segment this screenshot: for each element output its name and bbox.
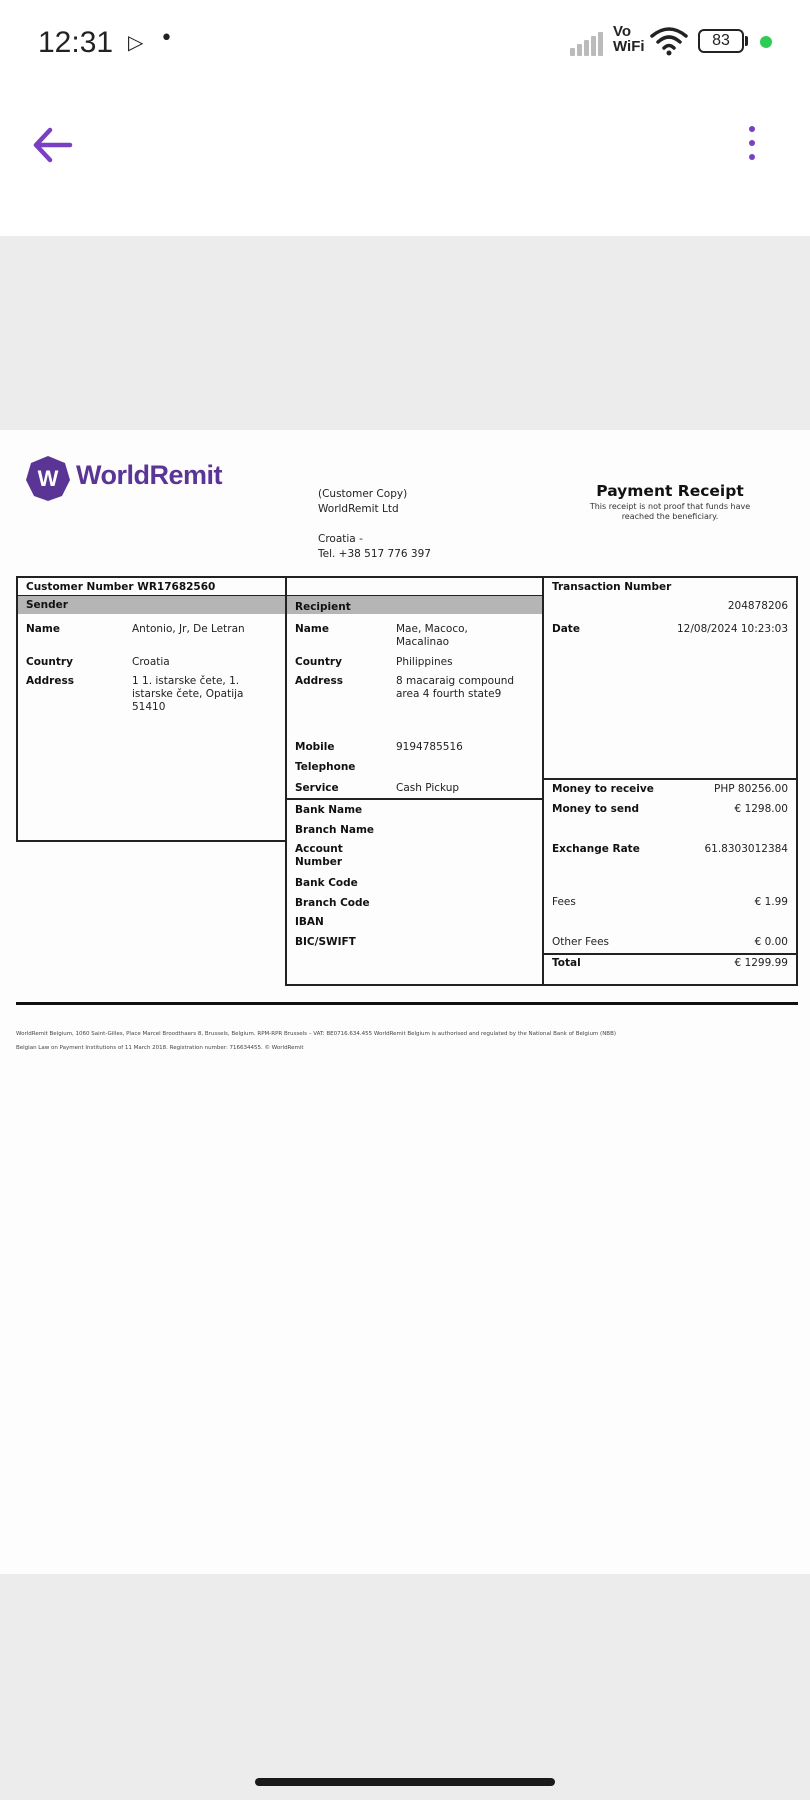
date-label: Date	[552, 623, 580, 635]
wifi-icon	[650, 26, 688, 56]
footer-divider	[16, 1002, 798, 1005]
legal-footer-line2: Belgian Law on Payment Institutions of 11 March 2018. Registration number: 716634455. © WorldRemit	[16, 1045, 304, 1051]
signal-icon	[570, 30, 608, 56]
recipient-country-label: Country	[295, 656, 342, 668]
vowifi-bottom: WiFi	[613, 38, 645, 55]
worldremit-logo	[24, 454, 72, 502]
legal-footer	[16, 1027, 796, 1055]
viewer-background-bottom	[0, 1574, 810, 1800]
recipient-country: Philippines	[396, 656, 453, 668]
recipient-mobile-label: Mobile	[295, 741, 335, 753]
more-options-icon[interactable]	[730, 118, 774, 172]
exchange-rate: 61.8303012384	[704, 843, 788, 855]
sender-border-bottom	[16, 840, 286, 842]
status-time: 12:31	[38, 26, 114, 59]
transaction-number-label: Transaction Number	[552, 581, 672, 593]
other-fees-label: Other Fees	[552, 936, 610, 948]
account-number-label: Account Number	[295, 843, 343, 868]
app-bar	[0, 90, 810, 236]
company-phone: Tel. +38 517 776 397	[318, 548, 431, 560]
recipient-service-label: Service	[295, 782, 339, 794]
legal-footer-line1: WorldRemit Belgium, 1060 Saint-Gilles, Place Marcel Broodthaers 8, Brussels, Belgium. RPM-RPR Brussels – VAT: BE0716.634.455 WorldRemit Belgium is authorised and regulated by the National Bank of Belgium (NBB)	[16, 1031, 616, 1037]
recipient-header: Recipient	[295, 601, 351, 613]
battery-tip	[745, 36, 748, 46]
money-send-label: Money to send	[552, 803, 640, 815]
home-gesture-bar[interactable]	[255, 1778, 555, 1786]
recipient-mobile: 9194785516	[396, 741, 463, 753]
sender-address: 1 1. istarske čete, 1. istarske čete, Opatija 51410	[132, 675, 244, 713]
money-receive-label: Money to receive	[552, 783, 654, 795]
money-send: € 1298.00	[734, 803, 788, 815]
privacy-indicator-dot	[760, 36, 772, 48]
sender-name: Antonio, Jr, De Letran	[132, 623, 245, 635]
receipt-disclaimer: This receipt is not proof that funds have reached the beneficiary.	[589, 502, 751, 521]
customer-number: Customer Number WR17682560	[26, 581, 216, 593]
branch-name-label: Branch Name	[295, 824, 375, 836]
table-border-bottom	[285, 984, 798, 986]
fees: € 1.99	[754, 896, 788, 908]
vowifi-top: Vo	[613, 23, 632, 40]
receipt-title: Payment Receipt	[596, 482, 744, 500]
sender-address-label: Address	[26, 675, 74, 687]
divider-recipient-transaction	[542, 576, 544, 986]
recipient-name-label: Name	[295, 623, 329, 635]
transaction-date: 12/08/2024 10:23:03	[676, 623, 788, 635]
sender-name-label: Name	[26, 623, 60, 635]
sender-country: Croatia	[132, 656, 170, 668]
recipient-bank-divider	[285, 798, 543, 800]
status-bar	[0, 0, 810, 90]
other-fees: € 0.00	[754, 936, 788, 948]
recipient-address: 8 macaraig compound area 4 fourth state9	[396, 675, 515, 700]
bank-name-label: Bank Name	[295, 804, 363, 816]
vowifi-indicator	[613, 24, 645, 54]
divider-sender-recipient	[285, 576, 287, 986]
copy-label: (Customer Copy)	[318, 488, 408, 500]
company-country: Croatia -	[318, 533, 363, 545]
sender-country-label: Country	[26, 656, 73, 668]
sender-header: Sender	[26, 599, 68, 611]
bic-swift-label: BIC/SWIFT	[295, 936, 356, 948]
money-receive: PHP 80256.00	[714, 783, 788, 795]
table-border-right	[796, 576, 798, 986]
table-border-top	[16, 576, 798, 578]
battery-icon: 83	[698, 29, 744, 53]
iban-label: IBAN	[295, 916, 324, 928]
recipient-name: Mae, Macoco, Macalinao	[396, 623, 468, 648]
back-arrow-icon[interactable]	[28, 120, 88, 170]
company-info	[318, 487, 431, 562]
play-store-icon: ▷	[128, 30, 144, 54]
transaction-money-divider	[542, 778, 798, 780]
company-name: WorldRemit Ltd	[318, 503, 399, 515]
total: € 1299.99	[734, 957, 788, 969]
recipient-address-label: Address	[295, 675, 343, 687]
viewer-background-top	[0, 236, 810, 430]
bank-code-label: Bank Code	[295, 877, 358, 889]
notification-dot-icon: •	[160, 26, 173, 51]
branch-code-label: Branch Code	[295, 897, 370, 909]
transaction-number: 204878206	[727, 600, 788, 612]
logo-letter: W	[37, 466, 59, 491]
exchange-rate-label: Exchange Rate	[552, 843, 640, 855]
total-label: Total	[552, 957, 581, 969]
table-border-left	[16, 576, 18, 842]
transaction-total-divider	[542, 953, 798, 955]
recipient-telephone-label: Telephone	[295, 761, 356, 773]
recipient-service: Cash Pickup	[396, 782, 460, 794]
receipt-document	[0, 430, 810, 1574]
fees-label: Fees	[552, 896, 576, 908]
brand-name: WorldRemit	[76, 460, 223, 490]
